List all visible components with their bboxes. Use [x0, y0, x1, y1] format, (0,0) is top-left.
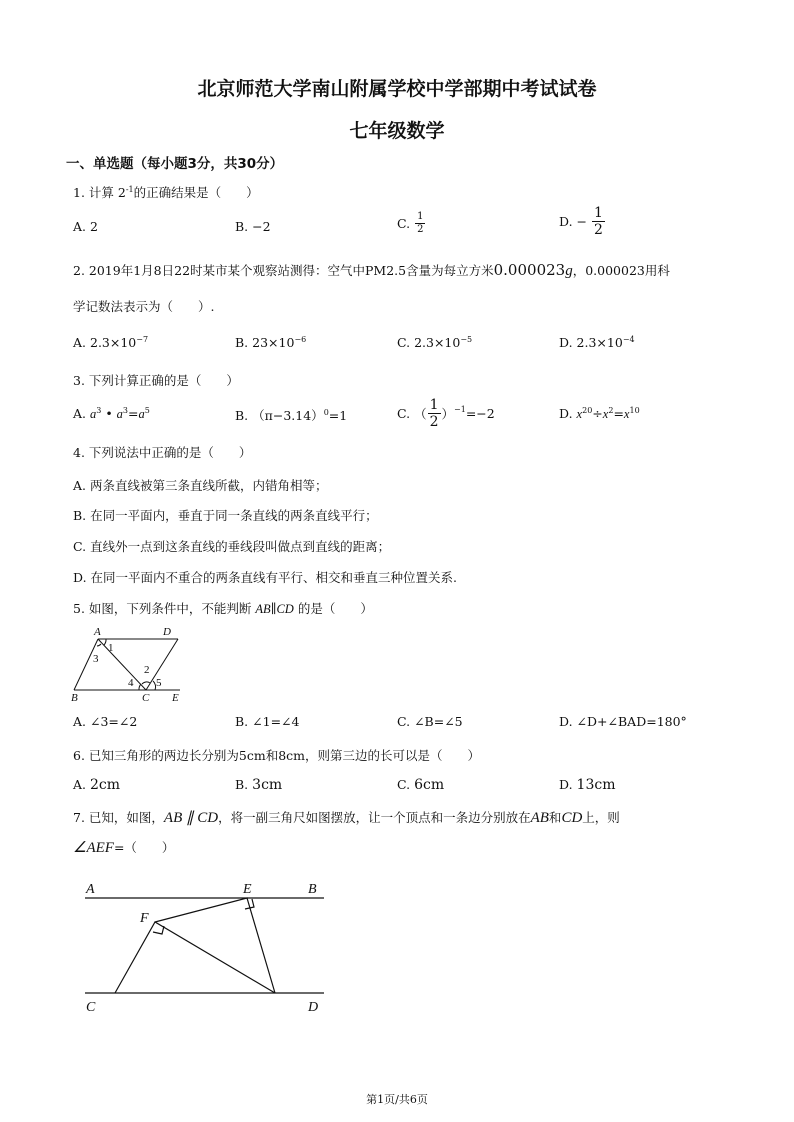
section-heading: 一、单选题（每小题3分，共30分） [66, 156, 284, 172]
label-5: 5 [156, 677, 162, 689]
q4-option-a: A. 两条直线被第三条直线所截，内错角相等； [73, 478, 328, 493]
q3-option-a: A. $a^3$ • $a^3=a^5$ [73, 405, 150, 421]
label-4: 4 [128, 677, 134, 689]
q5-option-c: C. ∠B=∠5 [397, 714, 463, 729]
label-f: F [140, 911, 149, 926]
label-e: E [172, 692, 179, 704]
q6-option-a: A. 2cm [73, 777, 121, 793]
q4-option-d: D. 在同一平面内不重合的两条直线有平行、相交和垂直三种位置关系. [73, 570, 457, 585]
q7-stem-line1: 7. 已知，如图，AB ∥ CD，将一副三角尺如图摆放，让一个顶点和一条边分别放在AB和CD上，则 [73, 810, 620, 826]
line-cd [146, 639, 178, 690]
triangle-2 [155, 898, 275, 993]
label-d: D [308, 1000, 319, 1015]
label-b: B [308, 882, 317, 897]
q1-option-c: C. $\frac{1}{2}$ [397, 211, 424, 235]
label-b: B [71, 692, 78, 704]
q5-option-b: B. ∠1=∠4 [235, 714, 300, 729]
right-angle-f [153, 926, 164, 934]
q5-stem: 5. 如图，下列条件中，不能判断 AB∥CD 的是（ ） [73, 601, 373, 616]
q4-stem: 4. 下列说法中正确的是（ ） [73, 445, 252, 460]
q6-option-d: D. 13cm [559, 777, 616, 793]
q4-option-b: B. 在同一平面内，垂直于同一条直线的两条直线平行； [73, 508, 378, 523]
q3-option-b: B. $(\pi-3.14)^0=1$ [235, 407, 348, 423]
q2-option-d: D. $2.3\times 10^{-4}$ [559, 334, 635, 350]
q6-option-c: C. 6cm [397, 777, 445, 793]
label-d: D [163, 626, 171, 638]
q2-stem-line2: 学记数法表示为（ ）. [73, 299, 215, 314]
q2-option-a: A. $2.3\times 10^{-7}$ [73, 334, 149, 350]
q6-stem: 6. 已知三角形的两边长分别为5cm和8cm，则第三边的长可以是（ ） [73, 748, 481, 763]
q6-option-b: B. 3cm [235, 777, 283, 793]
label-3: 3 [93, 653, 99, 665]
arc-3 [97, 644, 101, 646]
q4-option-c: C. 直线外一点到这条直线的垂线段叫做点到直线的距离； [73, 539, 391, 554]
label-2: 2 [144, 664, 150, 676]
arc-4 [139, 684, 141, 690]
page-title: 北京师范大学南山附属学校中学部期中考试试卷 [197, 78, 597, 100]
q2-option-c: C. $2.3\times 10^{-5}$ [397, 334, 473, 350]
arc-2 [142, 682, 150, 684]
arc-1 [104, 639, 106, 645]
label-c: C [142, 692, 150, 704]
line-ac [98, 639, 146, 690]
q7-figure [80, 876, 340, 1016]
label-a: A [94, 626, 101, 638]
triangle-1 [115, 922, 275, 993]
q1-option-b: B. −2 [235, 219, 271, 234]
page-subtitle: 七年级数学 [349, 120, 445, 142]
q3-option-c: C. （ $\frac{1}{2}$ ）$^{-1}$=−2 [397, 397, 495, 430]
q1-option-d: D. − $\frac{1}{2}$ [559, 205, 603, 238]
q3-option-d: D. $x^{20}\div x^2=x^{10}$ [559, 405, 640, 421]
right-angle-e [245, 899, 254, 909]
q1-option-a: A. 2 [73, 219, 98, 234]
label-a: A [86, 882, 95, 897]
q7-stem-line2: ∠AEF=（ ） [73, 840, 175, 856]
q3-stem: 3. 下列计算正确的是（ ） [73, 373, 239, 388]
q2-option-b: B. $23\times 10^{-6}$ [235, 334, 307, 350]
q1-stem: 1. 计算 $2^{-1}$的正确结果是（ ） [73, 184, 259, 200]
q5-figure [68, 624, 188, 704]
q5-option-a: A. ∠3=∠2 [73, 714, 138, 729]
label-c: C [86, 1000, 96, 1015]
q5-option-d: D. ∠D+∠BAD=180° [559, 714, 687, 729]
label-1: 1 [108, 642, 114, 654]
page-footer: 第1页/共6页 [366, 1093, 428, 1106]
q2-stem-line1: 2. 2019年1月8日22时某市某个观察站测得：空气中PM2.5含量为每立方米0.000023g，0.000023用科 [73, 261, 670, 279]
label-e: E [243, 882, 252, 897]
